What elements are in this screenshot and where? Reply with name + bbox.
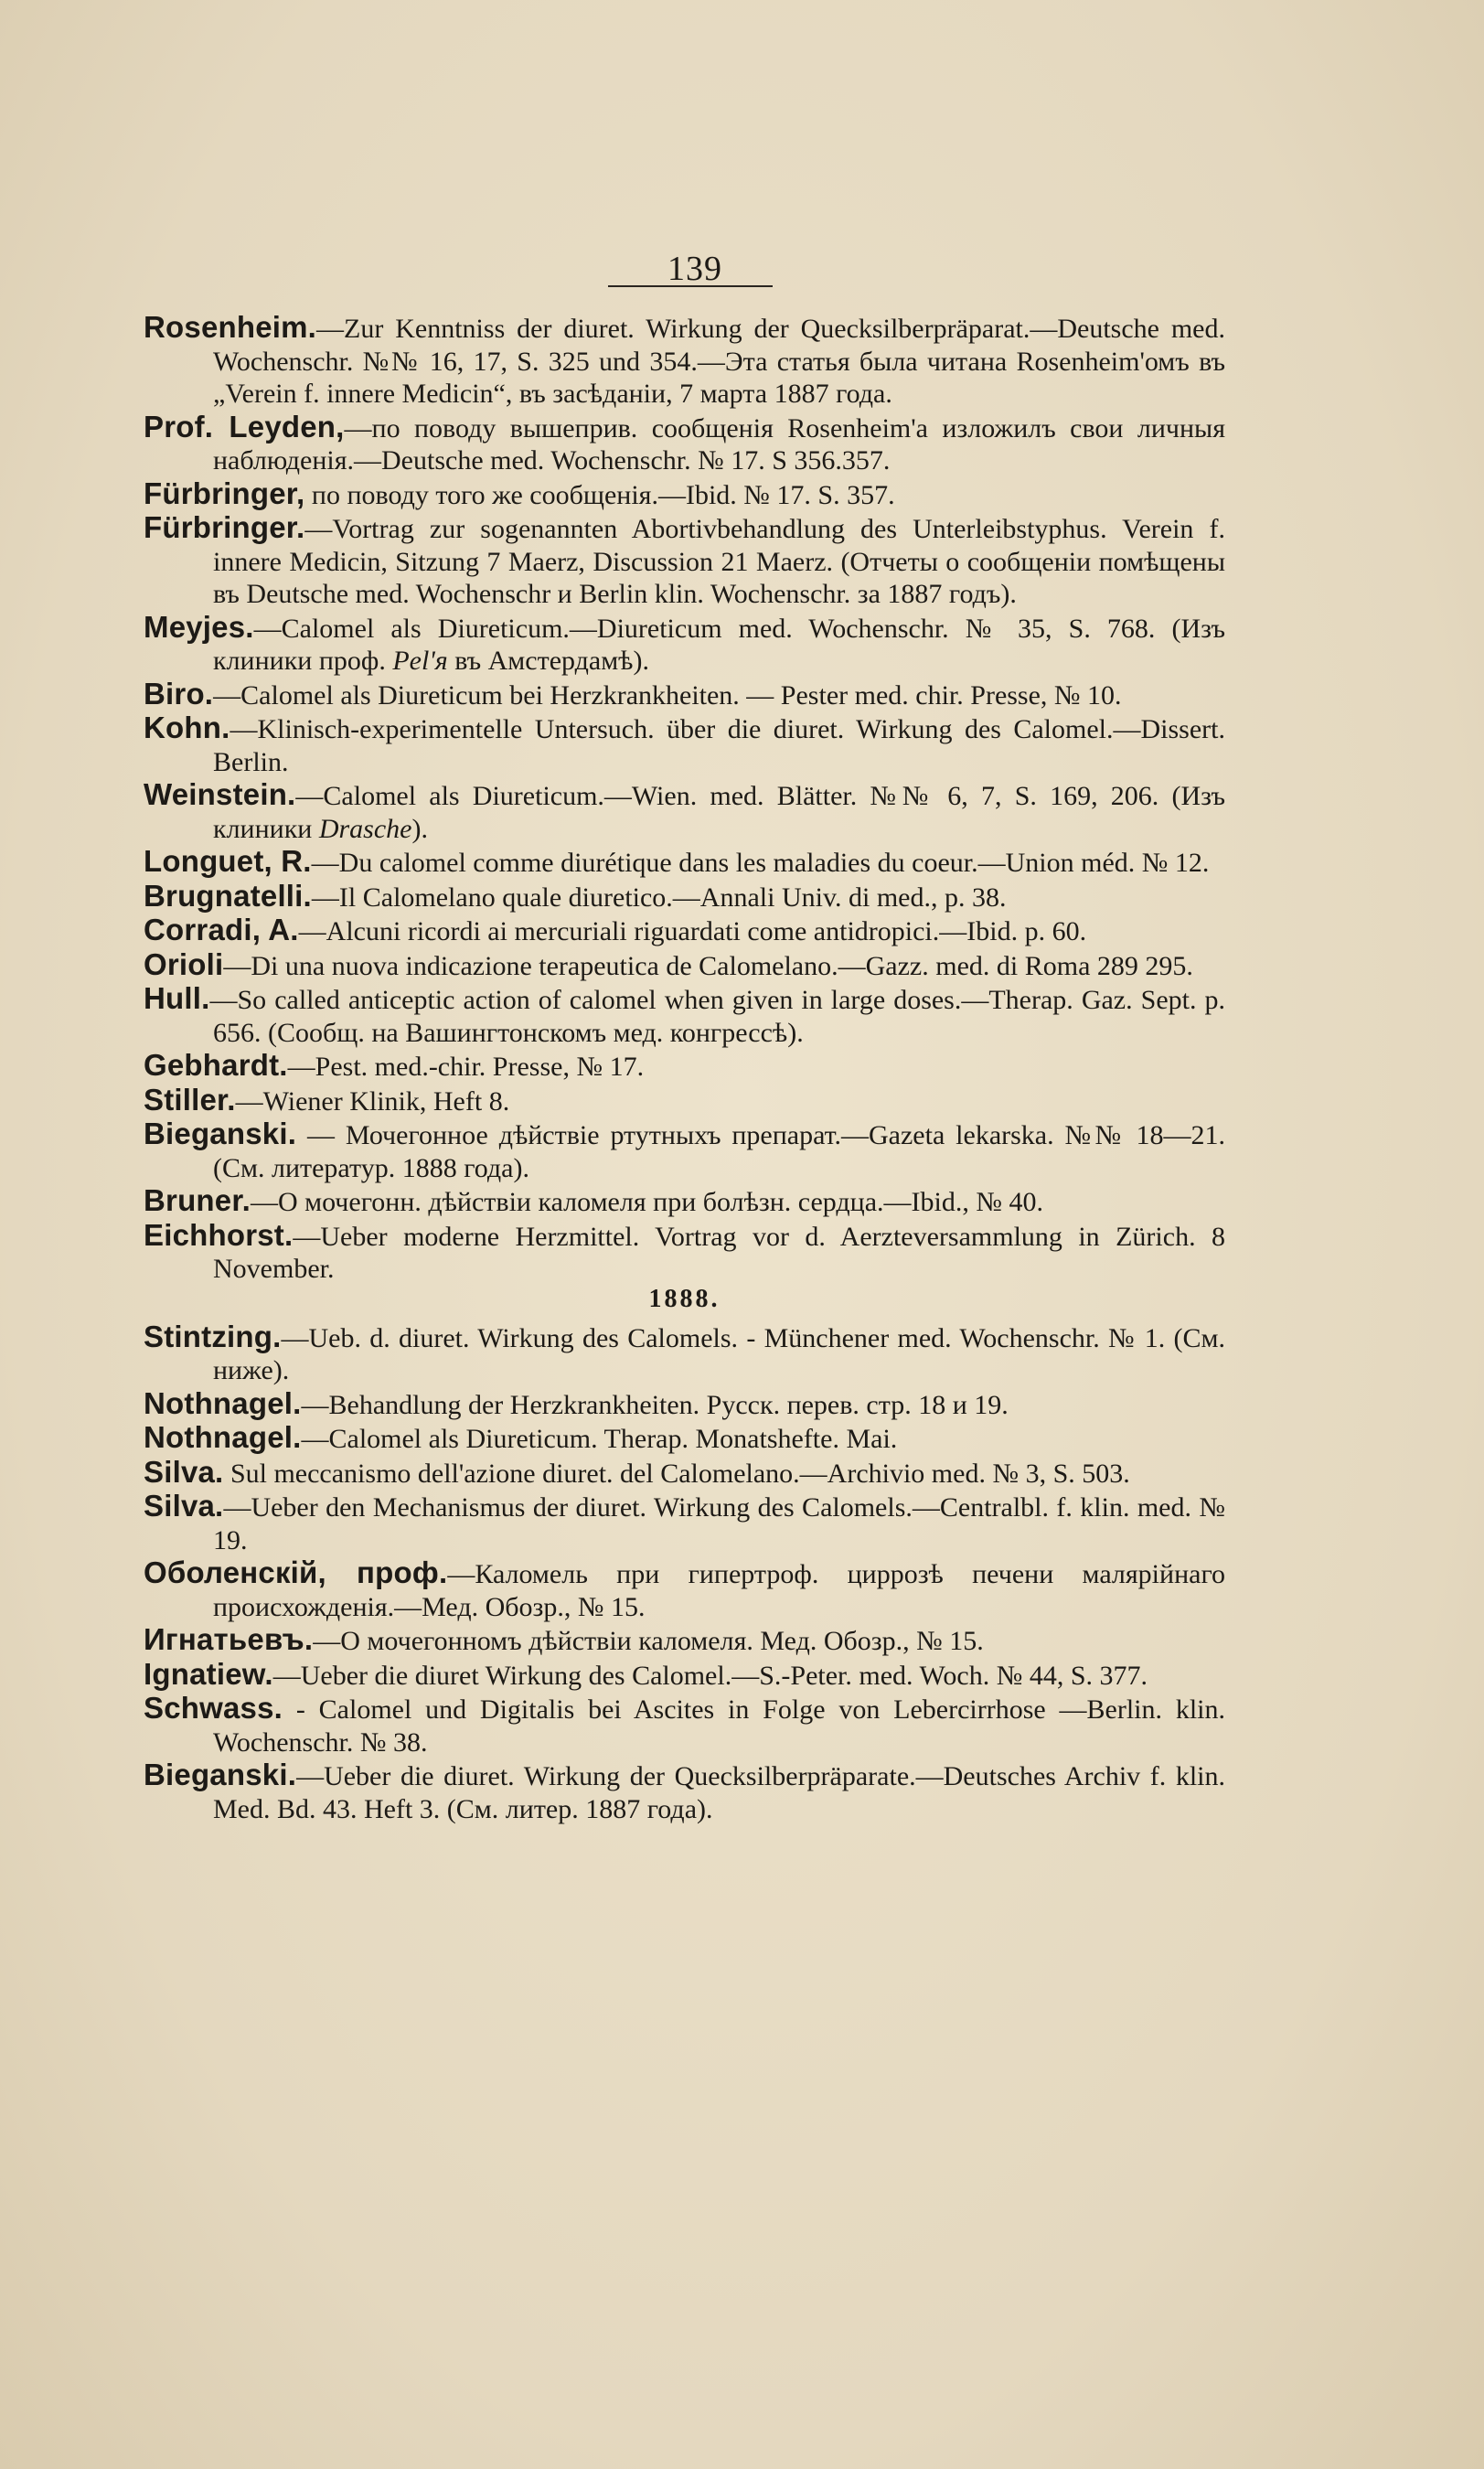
bibliography-entry bbox=[144, 1456, 1225, 1491]
entry-author: Schwass. bbox=[144, 1691, 283, 1725]
entry-author: Rosenheim. bbox=[144, 310, 317, 344]
entry-citation: —Wiener Klinik, Heft 8. bbox=[235, 1085, 510, 1117]
entry-author: Prof. Leyden, bbox=[144, 409, 345, 444]
entry-citation: —Calomel als Diureticum.—Wien. med. Blätter. №№ 6, 7, S. 169, 206. (Изъ клиники bbox=[213, 781, 1225, 844]
entry-citation: —Di una nuova indicazione terapeutica de Calomelano.—Gazz. med. di Roma 289 295. bbox=[223, 950, 1193, 981]
bibliography-entry bbox=[144, 1320, 1225, 1387]
entry-citation: — Мочегонное дѣйствіе ртутныхъ препарат.—Gazeta lekarska. №№ 18—21. (См. литератур. 1888 года). bbox=[213, 1120, 1225, 1183]
entry-citation: —Ueb. d. diuret. Wirkung des Calomels. - Münchener med. Wochenschr. № 1. (См. ниже). bbox=[213, 1322, 1225, 1385]
bibliography-entry bbox=[144, 1084, 1225, 1118]
entry-citation-tail: въ Амстердамѣ). bbox=[447, 646, 649, 676]
bibliography-entry bbox=[144, 711, 1225, 778]
entry-author: Stintzing. bbox=[144, 1319, 282, 1353]
bibliography-entry bbox=[144, 778, 1225, 845]
entry-citation: —Behandlung der Herzkrankheiten. Русск. перев. стр. 18 и 19. bbox=[301, 1389, 1009, 1420]
entry-author: Bieganski. bbox=[144, 1117, 297, 1150]
bibliography-entry bbox=[144, 914, 1225, 948]
bibliography-entry bbox=[144, 1623, 1225, 1658]
entry-italic-name: Pel'я bbox=[392, 646, 448, 676]
entry-citation: —Pest. med.-chir. Presse, № 17. bbox=[287, 1052, 645, 1082]
entry-citation: —Zur Kenntniss der diuret. Wirkung der Quecksilberpräparat.—Deutsche med. Wochenschr. №№ 16, 17, S. 325 und 354.—Эта статья была читана Rosenheim'омъ въ „Verein f. innere Medicin“, въ засѣданіи, 7 марта 1887 года. bbox=[213, 314, 1225, 409]
bibliography-entry bbox=[144, 1049, 1225, 1084]
entry-author: Fürbringer. bbox=[144, 510, 305, 544]
entry-author: Nothnagel. bbox=[144, 1420, 302, 1454]
entry-citation: —по поводу вышеприв. сообщенія Rosenheim'а изложилъ свои личныя наблюденія.—Deutsche med. Wochenschr. № 17. S 356.357. bbox=[213, 412, 1225, 476]
entry-citation: —Каломель при гипертроф. циррозѣ печени малярійнаго происхожденія.—Мед. Обозр., № 15. bbox=[213, 1559, 1225, 1622]
bibliography-section-1887 bbox=[144, 311, 1225, 1286]
entry-author: Bieganski. bbox=[144, 1758, 297, 1791]
bibliography-entry bbox=[144, 311, 1225, 411]
entry-citation: —Ueber moderne Herzmittel. Vortrag vor d. Aerzteversammlung in Zürich. 8 November. bbox=[213, 1221, 1225, 1284]
entry-author: Ignatiew. bbox=[144, 1656, 273, 1691]
entry-citation: —Ueber die diuret. Wirkung der Quecksilberpräparate.—Deutsches Archiv f. klin. Med. Bd. 43. Heft 3. (См. литер. 1887 года). bbox=[213, 1761, 1225, 1824]
bibliography-entry bbox=[144, 678, 1225, 712]
bibliography-entry bbox=[144, 1758, 1225, 1825]
entry-author: Kohn. bbox=[144, 711, 230, 744]
entry-citation: - Calomel und Digitalis bei Ascites in Folge von Lebercirrhose —Berlin. klin. Wochenschr. № 38. bbox=[213, 1694, 1225, 1758]
entry-author: Weinstein. bbox=[144, 777, 296, 811]
entry-citation: —So called anticeptic action of calomel when given in large doses.—Therap. Gaz. Sept. p. 656. (Сообщ. на Вашингтонскомъ мед. конгрессѣ). bbox=[209, 985, 1225, 1048]
entry-author: Hull. bbox=[144, 981, 210, 1015]
bibliography-entry bbox=[144, 1117, 1225, 1184]
page-number-rule bbox=[608, 285, 773, 287]
bibliography-list bbox=[144, 311, 1225, 1825]
entry-author: Meyjes. bbox=[144, 609, 254, 644]
bibliography-entry bbox=[144, 1184, 1225, 1219]
entry-citation: —О мочегонн. дѣйствіи каломеля при болѣзн. сердца.—Ibid., № 40. bbox=[250, 1187, 1043, 1217]
bibliography-entry bbox=[144, 948, 1225, 983]
bibliography-entry bbox=[144, 1556, 1225, 1623]
bibliography-entry bbox=[144, 1219, 1225, 1286]
bibliography-entry bbox=[144, 411, 1225, 477]
bibliography-entry bbox=[144, 611, 1225, 678]
entry-author: Silva. bbox=[144, 1489, 224, 1523]
entry-author: Игнатьевъ. bbox=[144, 1622, 314, 1656]
entry-citation: —Vortrag zur sogenannten Abortivbehandlung des Unterleibstyphus. Verein f. innere Medicin, Sitzung 7 Maerz, Discussion 21 Maerz. (Отчеты о сообщеніи помѣщены въ Deutsche med. Wochenschr и Berlin klin. Wochenschr. за 1887 годъ). bbox=[213, 514, 1225, 609]
bibliography-section-1888 bbox=[144, 1320, 1225, 1826]
bibliography-entry bbox=[144, 477, 1225, 512]
entry-author: Corradi, A. bbox=[144, 913, 299, 946]
entry-author: Orioli bbox=[144, 946, 224, 981]
entry-citation: —Klinisch-experimentelle Untersuch. über die diuret. Wirkung des Calomel.—Dissert. Berlin. bbox=[213, 714, 1225, 777]
bibliography-entry bbox=[144, 1692, 1225, 1758]
entry-citation: —Alcuni ricordi ai mercuriali riguardati come antidropici.—Ibid. p. 60. bbox=[298, 916, 1087, 946]
entry-citation: —Ueber den Mechanismus der diuret. Wirkung des Calomels.—Centralbl. f. klin. med. № 19. bbox=[213, 1492, 1225, 1555]
bibliography-entry bbox=[144, 880, 1225, 914]
entry-citation: по поводу того же сообщенія.—Ibid. № 17. S. 357. bbox=[304, 479, 895, 510]
entry-citation: —Calomel als Diureticum.—Diureticum med. Wochenschr. № 35, S. 768. (Изъ клиники проф. bbox=[213, 613, 1225, 676]
bibliography-entry bbox=[144, 845, 1225, 880]
entry-citation: —Calomel als Diureticum. Therap. Monatshefte. Mai. bbox=[301, 1424, 898, 1454]
entry-citation-tail: ). bbox=[411, 813, 428, 844]
page-number: 139 bbox=[667, 250, 722, 288]
entry-author: Silva. bbox=[144, 1454, 224, 1489]
entry-author: Gebhardt. bbox=[144, 1048, 288, 1082]
entry-author: Stiller. bbox=[144, 1082, 236, 1117]
entry-citation: —О мочегонномъ дѣйствіи каломеля. Мед. Обозр., № 15. bbox=[313, 1626, 984, 1656]
year-heading: 1888. bbox=[648, 1284, 721, 1313]
entry-citation: —Ueber die diuret Wirkung des Calomel.—S.-Peter. med. Woch. № 44, S. 377. bbox=[272, 1660, 1148, 1691]
entry-citation: Sul meccanismo dell'azione diuret. del Calomelano.—Archivio med. № 3, S. 503. bbox=[223, 1458, 1130, 1489]
entry-author: Eichhorst. bbox=[144, 1217, 294, 1252]
bibliography-entry bbox=[144, 1490, 1225, 1556]
entry-author: Biro. bbox=[144, 676, 214, 711]
bibliography-entry bbox=[144, 511, 1225, 611]
bibliography-entry bbox=[144, 982, 1225, 1049]
entry-author: Nothnagel. bbox=[144, 1385, 302, 1420]
entry-italic-name: Drasche bbox=[318, 813, 412, 844]
entry-citation: —Du calomel comme diurétique dans les maladies du coeur.—Union méd. № 12. bbox=[311, 848, 1210, 878]
entry-author: Longuet, R. bbox=[144, 844, 312, 878]
entry-author: Bruner. bbox=[144, 1183, 251, 1217]
entry-author: Brugnatelli. bbox=[144, 878, 312, 913]
bibliography-entry bbox=[144, 1658, 1225, 1693]
entry-citation: —Il Calomelano quale diuretico.—Annali Univ. di med., p. 38. bbox=[311, 882, 1007, 913]
entry-author: Оболенскій, проф. bbox=[144, 1555, 448, 1589]
entry-author: Fürbringer, bbox=[144, 476, 305, 510]
entry-citation: —Calomel als Diureticum bei Herzkrankheiten. — Pester med. chir. Presse, № 10. bbox=[213, 679, 1122, 711]
bibliography-entry bbox=[144, 1421, 1225, 1456]
bibliography-entry bbox=[144, 1387, 1225, 1422]
